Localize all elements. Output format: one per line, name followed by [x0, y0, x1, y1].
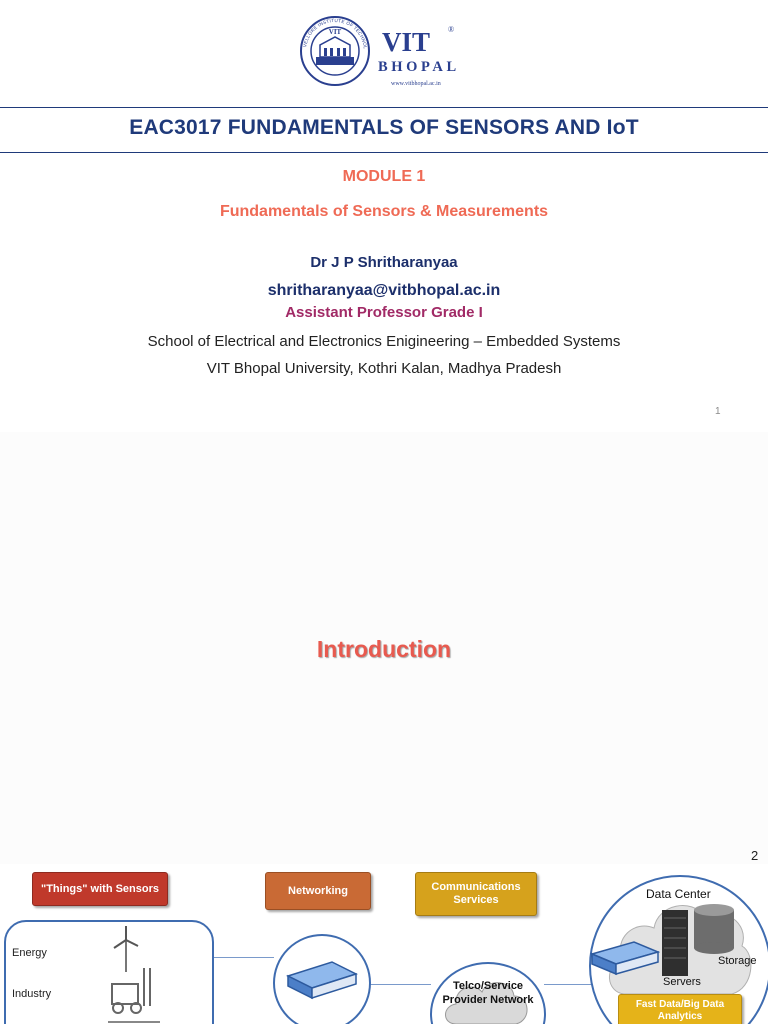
title-rule-top [0, 107, 768, 108]
energy-label: Energy [12, 947, 47, 959]
connector-line [368, 984, 431, 985]
page-number: 1 [715, 406, 721, 417]
author-email: shritharanyaa@vitbhopal.ac.in [267, 282, 501, 299]
seal-text: VELLORE INSTITUTE OF TECHNOL [302, 17, 368, 50]
school-name: School of Electrical and Electronics Enigineering – Embedded Systems [147, 333, 621, 350]
intro-heading: Introduction [316, 636, 452, 662]
logo-campus: BHOPAL [378, 59, 460, 75]
title-rule-bottom [0, 152, 768, 153]
logo-registered: ® [448, 25, 455, 34]
author-designation: Assistant Professor Grade I [285, 304, 483, 321]
storage-label: Storage [718, 955, 757, 967]
connector-line [212, 957, 274, 958]
logo-brand: VIT [382, 27, 431, 57]
iot-architecture-slide [0, 864, 768, 1024]
networking-tag: Networking [265, 872, 371, 910]
data-center-title: Data Center [646, 887, 711, 901]
university-name: VIT Bhopal University, Kothri Kalan, Madhya Pradesh [206, 360, 562, 377]
things-with-sensors-tag: "Things" with Sensors [32, 872, 168, 906]
fast-data-tag: Fast Data/Big Data Analytics [618, 994, 742, 1024]
communications-services-tag: Communications Services [415, 872, 537, 916]
intro-slide [0, 432, 768, 864]
module-label: MODULE 1 [342, 168, 426, 185]
telco-network-label: Telco/Service Provider Network [442, 980, 534, 1006]
dc-router-icon [588, 938, 660, 978]
connector-line [544, 984, 592, 985]
vit-bhopal-logo [290, 7, 477, 99]
industry-label: Industry [12, 988, 52, 1000]
servers-label: Servers [663, 976, 701, 988]
logo-url: www.vitbhopal.ac.in [391, 81, 441, 87]
router-icon [284, 958, 358, 1002]
page-number: 2 [751, 848, 759, 863]
storage-cylinder-icon [690, 902, 738, 956]
seal-abbr: VIT [328, 28, 342, 36]
title-slide [0, 0, 768, 432]
author-name: Dr J P Shritharanyaa [310, 254, 458, 271]
module-subtitle: Fundamentals of Sensors & Measurements [219, 203, 549, 220]
forklift-icon [104, 964, 164, 1024]
course-title: EAC3017 FUNDAMENTALS OF SENSORS AND IoT [129, 116, 639, 139]
